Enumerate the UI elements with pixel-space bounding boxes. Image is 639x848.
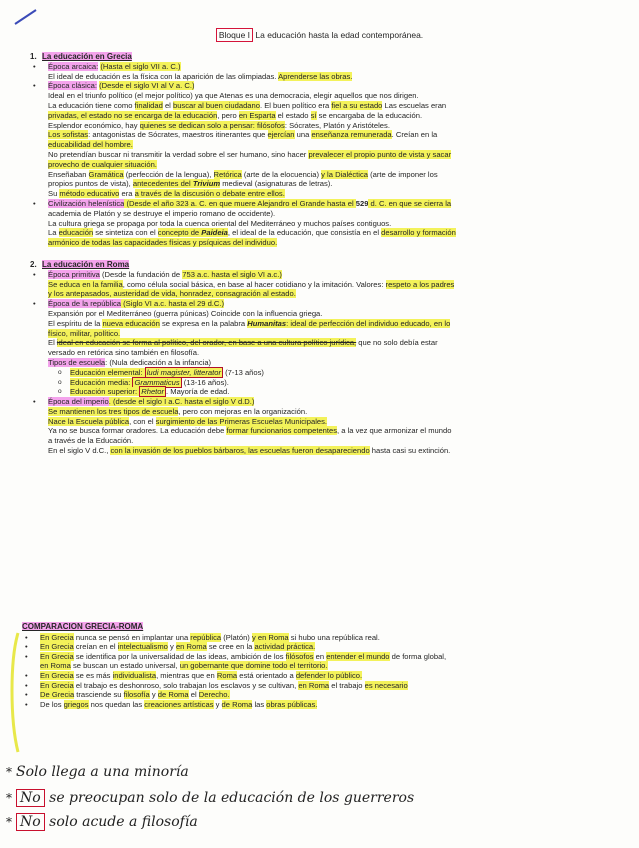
- text-span: privadas, el estado no se encarga de la educación: [48, 110, 218, 120]
- text-span: filósofos: [285, 651, 314, 661]
- text-span: y los antepasados, austeridad de vida, honradez, consagración al estado.: [48, 289, 296, 299]
- text-span: un gobernante que domine todo el territorio.: [179, 661, 328, 671]
- paragraph: [30, 72, 608, 82]
- text-span: *: [6, 765, 12, 779]
- list-item: [22, 671, 612, 681]
- text-span: en Roma: [298, 680, 330, 690]
- text-span: : (Nula dedicación a la infancia): [105, 357, 212, 367]
- text-span: (Platón): [221, 632, 252, 642]
- pen-mark-icon: [12, 6, 40, 28]
- text-span: nos quedan las: [88, 699, 145, 709]
- text-span: que no solo debía estar: [356, 338, 438, 348]
- list-item: [30, 199, 608, 209]
- text-span: una: [294, 130, 312, 140]
- list-item: [30, 81, 608, 91]
- text-span: No: [16, 813, 45, 831]
- text-span: Educación elemental:: [70, 367, 145, 377]
- text-span: academia de Platón y se destruye el imperio romano de occidente).: [48, 208, 276, 218]
- text-span: , a la vez que armonizar el mundo: [337, 426, 452, 436]
- text-span: Derecho.: [198, 690, 230, 700]
- text-span: el trabajo: [329, 680, 365, 690]
- text-span: filosofía: [123, 690, 150, 700]
- text-span: concepto de: [157, 228, 202, 238]
- text-span: Época de la república: [48, 299, 122, 309]
- text-span: d. C. en que se cierra la: [368, 198, 452, 208]
- text-span: Retórica: [213, 169, 242, 179]
- text-span: individualista: [112, 670, 157, 680]
- text-span: Se educa en la familia: [48, 279, 123, 289]
- text-span: : antagonistas de Sócrates, maestros itinerantes que: [88, 130, 268, 140]
- text-span: (13-16 años).: [181, 377, 229, 387]
- text-span: quienes se dedican solo a pensar: filósofos: [139, 120, 285, 130]
- title-rest: La educación hasta la edad contemporánea.: [255, 30, 424, 40]
- text-span: en: [313, 651, 327, 661]
- text-span: de Roma: [157, 690, 189, 700]
- text-span: Época clásica:: [48, 81, 97, 91]
- comparison-section: [22, 622, 612, 709]
- text-span: La educación en Grecia: [42, 52, 132, 61]
- text-span: se buscan un estado universal,: [70, 661, 180, 671]
- text-span: de Roma: [221, 699, 253, 709]
- text-span: defender lo público.: [295, 670, 363, 680]
- list-item: [30, 299, 608, 309]
- text-span: Trivium: [192, 179, 221, 189]
- text-span: 1.: [30, 52, 37, 61]
- text-span: es necesario: [364, 680, 408, 690]
- text-span: intelectualismo: [117, 642, 168, 652]
- text-span: El espíritu de la: [48, 318, 103, 328]
- text-span: nueva educación: [102, 318, 160, 328]
- paragraph: [30, 407, 608, 456]
- text-span: . Creían en la: [391, 130, 438, 140]
- text-span: Los sofistas: [48, 130, 89, 140]
- handwritten-note-3: [6, 814, 626, 830]
- text-span: De Grecia: [40, 690, 75, 700]
- text-span: (arte de imponer los: [368, 169, 438, 179]
- text-span: se expresa en la palabra: [159, 318, 248, 328]
- text-span: el: [188, 690, 199, 700]
- text-span: método educativo: [59, 189, 120, 199]
- list-item: [22, 633, 612, 643]
- text-span: En Grecia: [40, 642, 74, 652]
- text-span: Humanitas: [247, 318, 287, 328]
- text-span: (Desde el año 323 a. C. en que muere Alejandro el Grande hasta el: [124, 198, 356, 208]
- text-span: (arte de la elocuencia): [241, 169, 322, 179]
- text-span: En Grecia: [40, 680, 74, 690]
- text-span: creían en el: [73, 642, 118, 652]
- text-span: 2.: [30, 259, 37, 269]
- text-span: , pero con mejoras en la organización.: [178, 406, 308, 416]
- list-item: [30, 368, 608, 378]
- text-span: se cree en la: [206, 642, 255, 652]
- text-span: de forma global,: [389, 651, 447, 661]
- list-item: [22, 700, 612, 710]
- list-item: [30, 62, 608, 72]
- text-span: y: [167, 642, 176, 652]
- text-span: , mientras que en: [156, 670, 217, 680]
- text-span: (Desde la fundación de: [99, 269, 183, 279]
- text-span: Educación superior:: [70, 387, 140, 397]
- text-span: Ideal en el triunfo político (el mejor político) ya que Atenas es una democracia, elegir aquellos que nos dirigen.: [48, 91, 419, 101]
- text-span: En Grecia: [40, 651, 74, 661]
- text-span: Se mantienen los tres tipos de escuela: [48, 406, 179, 416]
- text-span: se identifica por la universalidad de las ideas, ambición de los: [73, 651, 286, 661]
- text-span: versado en retórica sino también en filosofía.: [48, 348, 200, 358]
- text-span: 529: [355, 198, 369, 208]
- text-span: surgimiento de las Primeras Escuelas Municipales.: [155, 416, 328, 426]
- text-span: , con el: [129, 416, 156, 426]
- text-span: Solo llega a una minoría: [16, 764, 189, 780]
- text-span: y la Dialéctica: [321, 169, 368, 179]
- text-span: y en Roma: [251, 632, 289, 642]
- list-item: [30, 270, 608, 280]
- text-span: . (desde el siglo I a.C. hasta el siglo V d.D.): [108, 397, 255, 407]
- text-span: respeto a los padres: [385, 279, 455, 289]
- text-span: entender el mundo: [326, 651, 390, 661]
- text-span: La educación tiene como: [48, 100, 135, 110]
- text-span: . El buen político era: [259, 100, 332, 110]
- text-span: ludi magister, litterator: [146, 367, 221, 377]
- text-span: El ideal de educación es la física con la aparición de las olimpiadas.: [48, 71, 279, 81]
- text-span: , pero: [217, 110, 239, 120]
- list-item: [22, 690, 612, 700]
- text-span: buscar al buen ciudadano: [172, 100, 260, 110]
- text-span: (Siglo VI a.c. hasta el 29 d.C.): [121, 299, 225, 309]
- text-span: El: [48, 338, 57, 348]
- text-span: se es más: [73, 670, 113, 680]
- text-span: desarrollo y formación: [381, 228, 456, 238]
- text-span: actividad práctica.: [254, 642, 316, 652]
- list-item: [30, 378, 608, 388]
- text-span: se encargaba de la educación.: [316, 110, 423, 120]
- text-span: Gramática: [88, 169, 124, 179]
- text-span: Expansión por el Mediterráneo (guerra púnicas) Coincide con la influencia griega.: [48, 308, 323, 318]
- text-span: Roma: [216, 670, 238, 680]
- text-span: No pretendían buscar ni transmitir la verdad sobre el ser humano, sino hacer: [48, 149, 309, 159]
- page-title: [0, 30, 639, 40]
- text-span: las: [252, 699, 267, 709]
- text-span: : ideal de perfección del individuo educado, en lo: [286, 318, 451, 328]
- text-span: fiel a su estado: [331, 100, 383, 110]
- text-span: prevalecer el propio punto de vista y sacar: [308, 149, 452, 159]
- comparison-heading: COMPARACION GRECIA-ROMA: [22, 622, 144, 631]
- text-span: creaciones artísticas: [144, 699, 214, 709]
- text-span: : Sócrates, Platón y Aristóteles.: [284, 120, 390, 130]
- section-greece-heading: [30, 52, 608, 62]
- paragraph: [30, 280, 608, 300]
- text-span: Las escuelas eran: [382, 100, 447, 110]
- paragraph: [30, 309, 608, 368]
- title-boxed: Bloque I: [216, 28, 253, 42]
- text-span: sí: [310, 110, 317, 120]
- text-span: . Mayoría de edad.: [166, 387, 230, 397]
- section-rome-heading: [30, 260, 608, 270]
- text-span: Su: [48, 189, 60, 199]
- text-span: armónico de todas las capacidades físicas y psíquicas del individuo.: [48, 238, 278, 248]
- text-span: Civilización helenística: [48, 198, 125, 208]
- text-span: En Grecia: [40, 632, 74, 642]
- text-span: (Hasta el siglo VII a. C.): [100, 61, 181, 71]
- text-span: Ya no se busca formar oradores. La educación debe: [48, 426, 227, 436]
- text-span: La cultura griega se propaga por toda la cuenca oriental del Mediterráneo y muchos países contiguos.: [48, 218, 392, 228]
- text-span: república: [190, 632, 222, 642]
- list-item: [22, 642, 612, 652]
- handwritten-note-1: [6, 764, 626, 780]
- text-span: Época primitiva: [48, 269, 100, 279]
- text-span: solo acude a filosofía: [44, 814, 198, 830]
- text-span: el estado: [275, 110, 311, 120]
- text-span: (7-13 años): [223, 367, 264, 377]
- text-span: ideal en educación se forma al político, del orador, en base a una cultura político jurídica,: [56, 338, 357, 348]
- text-span: medieval (asignaturas de letras).: [220, 179, 333, 189]
- text-span: No: [16, 789, 45, 807]
- text-span: y: [149, 690, 158, 700]
- content-body: [30, 50, 608, 456]
- text-span: a través de la discusión o debate entre ellos.: [134, 189, 285, 199]
- text-span: finalidad: [134, 100, 163, 110]
- text-span: y: [213, 699, 222, 709]
- text-span: , el ideal de la educación, que consistía en el: [227, 228, 382, 238]
- text-span: En el siglo V d.C.,: [48, 446, 111, 456]
- text-span: con la invasión de los pueblos bárbaros, las escuelas fueron desapareciendo: [110, 446, 370, 456]
- text-span: físico, militar, político.: [48, 328, 121, 338]
- text-span: antecedentes del: [132, 179, 193, 189]
- text-span: Educación media:: [70, 377, 133, 387]
- text-span: era: [119, 189, 135, 199]
- text-span: (Desde el siglo VI al V a. C.): [99, 81, 195, 91]
- paragraph: [30, 91, 608, 199]
- text-span: enseñanza remunerada: [311, 130, 392, 140]
- text-span: La: [48, 228, 59, 238]
- text-span: obras públicas.: [266, 699, 318, 709]
- text-span: En Grecia: [40, 670, 74, 680]
- handwritten-note-2: [6, 790, 626, 806]
- list-item: [22, 681, 612, 691]
- text-span: en Roma: [40, 661, 71, 671]
- text-span: Época del imperio: [48, 397, 109, 407]
- text-span: está orientado a: [237, 670, 296, 680]
- text-span: Esplendor económico, hay: [48, 120, 140, 130]
- text-span: Paideia: [201, 228, 228, 238]
- text-span: el: [162, 100, 173, 110]
- text-span: Grammaticus: [134, 377, 180, 387]
- text-span: 753 a.c. hasta el siglo VI a.c.): [182, 269, 282, 279]
- text-span: Época arcaica:: [48, 61, 99, 71]
- text-span: formar funcionarios competentes: [226, 426, 338, 436]
- text-span: el trabajo es deshonroso, solo trabajan los esclavos y se cultivan,: [73, 680, 299, 690]
- text-span: propios puntos de vista),: [48, 179, 133, 189]
- list-item: [22, 652, 612, 662]
- text-span: a través de la Educación.: [48, 436, 134, 446]
- text-span: se sintetiza con el: [93, 228, 158, 238]
- text-span: trasciende su: [74, 690, 124, 700]
- text-span: ejercían: [267, 130, 295, 140]
- text-span: Enseñaban: [48, 169, 89, 179]
- text-span: Tipos de escuela: [48, 357, 106, 367]
- text-span: educabilidad del hombre.: [48, 140, 133, 150]
- text-span: (perfección de la lengua),: [123, 169, 214, 179]
- text-span: Nace la Escuela pública: [48, 416, 130, 426]
- text-span: griegos: [63, 699, 89, 709]
- text-span: en Roma: [175, 642, 207, 652]
- text-span: , como célula social básica, en base al hacer cotidiano y la imitación. Valores:: [122, 279, 386, 289]
- text-span: provecho de cualquier situación.: [48, 159, 157, 169]
- text-span: educación: [58, 228, 94, 238]
- text-span: *: [6, 815, 12, 829]
- text-span: se preocupan solo de la educación de los guerreros: [44, 790, 415, 806]
- text-span: Aprenderse las obras.: [278, 71, 353, 81]
- text-span: si hubo una república real.: [288, 632, 380, 642]
- text-span: Rhetor: [141, 387, 165, 397]
- list-item: [30, 387, 608, 397]
- text-span: *: [6, 791, 12, 805]
- paragraph: [30, 209, 608, 248]
- text-span: nunca se pensó en implantar una: [73, 632, 191, 642]
- text-span: De los: [40, 699, 64, 709]
- text-span: La educación en Roma: [42, 259, 130, 269]
- list-item: [30, 397, 608, 407]
- text-span: en Esparta: [238, 110, 276, 120]
- text-span: hasta casi su extinción.: [369, 446, 451, 456]
